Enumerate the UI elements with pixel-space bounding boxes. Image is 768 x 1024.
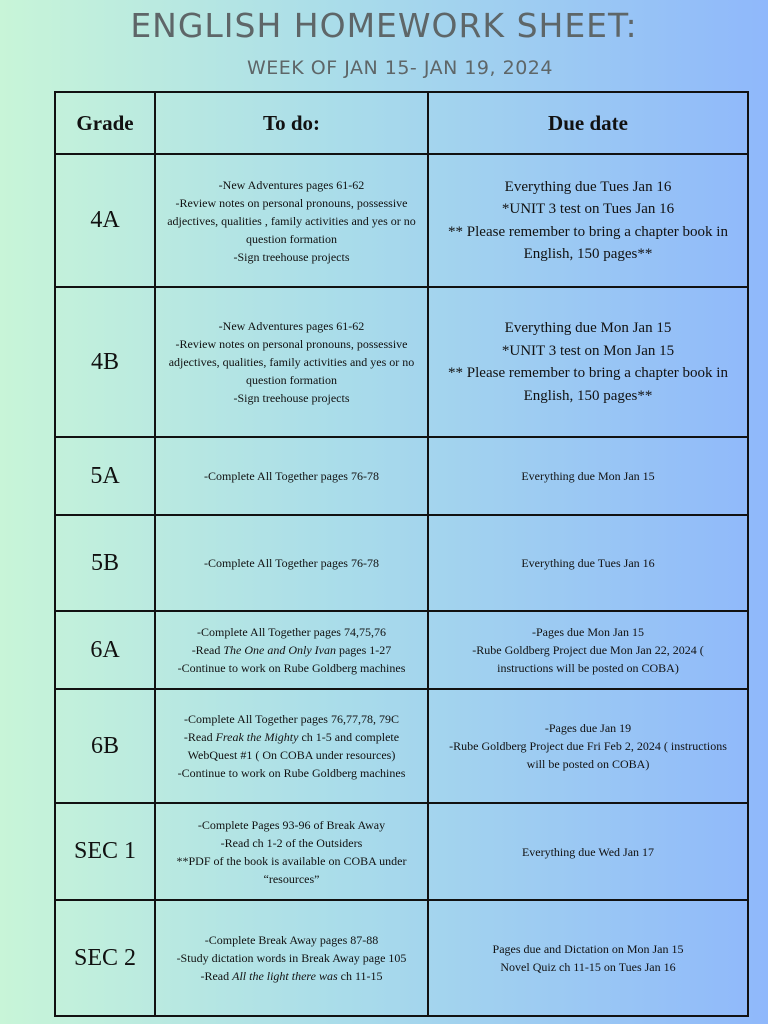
grade-cell: 5B <box>55 515 155 611</box>
cell-line: WebQuest #1 ( On COBA under resources) <box>187 748 396 762</box>
cell-line: -Review notes on personal pronouns, possessive <box>175 337 408 351</box>
grade-cell: SEC 2 <box>55 900 155 1016</box>
todo-cell <box>155 154 428 287</box>
grade-cell: 4B <box>55 287 155 437</box>
todo-cell <box>155 900 428 1016</box>
cell-line: -Rube Goldberg Project due Fri Feb 2, 2024 ( instructions <box>449 739 727 753</box>
todo-cell <box>155 515 428 611</box>
line-text: ch 11-15 <box>337 969 383 983</box>
table-row <box>55 611 748 689</box>
line-text: -Read <box>191 643 224 657</box>
todo-cell <box>155 611 428 689</box>
todo-cell <box>155 287 428 437</box>
cell-line: adjectives, qualities, family activities and yes or no <box>168 355 415 369</box>
cell-line: -Study dictation words in Break Away page 105 <box>176 951 407 965</box>
book-title: Freak the Mighty <box>215 730 299 744</box>
table-row <box>55 900 748 1016</box>
page-subtitle: WEEK OF JAN 15- JAN 19, 2024 <box>247 57 553 79</box>
header-todo: To do: <box>155 92 428 154</box>
cell-line: -Rube Goldberg Project due Mon Jan 22, 2024 ( <box>472 643 704 657</box>
cell-line: -Pages due Jan 19 <box>544 721 632 735</box>
table-row <box>55 803 748 900</box>
page-title: ENGLISH HOMEWORK SHEET: <box>130 6 638 45</box>
cell-line: -Complete All Together pages 74,75,76 <box>197 625 386 639</box>
cell-line: Everything due Mon Jan 15 <box>504 320 672 336</box>
cell-line: -Pages due Mon Jan 15 <box>532 625 644 639</box>
cell-line: -Complete All Together pages 76-78 <box>204 556 379 570</box>
line-text: -Read <box>200 969 233 983</box>
grade-cell: SEC 1 <box>55 803 155 900</box>
cell-line: -New Adventures pages 61-62 <box>218 177 365 192</box>
cell-line: adjectives, qualities , family activities and yes or no <box>167 213 416 228</box>
cell-line: -Continue to work on Rube Goldberg machines <box>177 766 406 780</box>
due-date-cell <box>428 287 748 437</box>
header-grade: Grade <box>55 92 155 154</box>
grade-cell: 6A <box>55 611 155 689</box>
cell-line: -Complete Pages 93-96 of Break Away <box>197 817 386 832</box>
table-row <box>55 437 748 515</box>
cell-line <box>166 641 417 659</box>
cell-line: ** Please remember to bring a chapter book in <box>448 223 728 240</box>
cell-line: -Complete All Together pages 76-78 <box>204 469 379 483</box>
todo-cell <box>155 437 428 515</box>
cell-line: Everything due Tues Jan 16 <box>504 178 672 195</box>
grade-cell: 5A <box>55 437 155 515</box>
line-text: -Read <box>183 730 216 744</box>
cell-line: question formation <box>246 231 337 246</box>
line-text: ch 1-5 and complete <box>298 730 400 744</box>
table-row <box>55 515 748 611</box>
table-row <box>55 154 748 287</box>
grade-cell: 4A <box>55 154 155 287</box>
due-date-cell <box>428 437 748 515</box>
cell-line: -Read ch 1-2 of the Outsiders <box>220 835 363 850</box>
book-title: All the light there was <box>232 969 338 983</box>
table-row <box>55 287 748 437</box>
line-text: pages 1-27 <box>335 643 392 657</box>
cell-line: “resources” <box>263 871 320 886</box>
due-date-cell <box>428 689 748 803</box>
cell-line <box>166 728 417 746</box>
cell-line: -Sign treehouse projects <box>233 249 350 264</box>
table-header-row <box>55 92 748 154</box>
cell-line: *UNIT 3 test on Tues Jan 16 <box>501 201 675 217</box>
cell-line: English, 150 pages** <box>523 387 653 404</box>
cell-line: -Complete Break Away pages 87-88 <box>204 933 379 947</box>
due-date-cell <box>428 154 748 287</box>
grade-cell: 6B <box>55 689 155 803</box>
todo-cell <box>155 689 428 803</box>
cell-line: ** Please remember to bring a chapter book in <box>448 365 728 381</box>
cell-line: **PDF of the book is available on COBA under <box>176 853 407 868</box>
cell-line: will be posted on COBA) <box>526 757 650 771</box>
cell-line: English, 150 pages** <box>523 246 653 262</box>
due-date-cell <box>428 803 748 900</box>
homework-table <box>54 91 749 1017</box>
cell-line: -Review notes on personal pronouns, possessive <box>175 195 408 210</box>
cell-line: instructions will be posted on COBA) <box>497 661 679 675</box>
cell-line: -Sign treehouse projects <box>233 391 350 405</box>
due-date-cell <box>428 515 748 611</box>
book-title: The One and Only Ivan <box>223 643 336 657</box>
cell-line: -Complete All Together pages 76,77,78, 79C <box>184 712 399 726</box>
cell-line: question formation <box>246 373 337 387</box>
due-date-cell <box>428 900 748 1016</box>
cell-line <box>166 967 417 985</box>
cell-line: -Continue to work on Rube Goldberg machines <box>177 661 406 675</box>
header-due-date: Due date <box>428 92 748 154</box>
cell-line: -New Adventures pages 61-62 <box>218 319 365 333</box>
cell-line: Everything due Mon Jan 15 <box>521 469 655 483</box>
todo-cell <box>155 803 428 900</box>
table-row <box>55 689 748 803</box>
cell-line: Pages due and Dictation on Mon Jan 15 <box>492 942 684 956</box>
cell-line: Everything due Wed Jan 17 <box>521 844 655 859</box>
cell-line: Novel Quiz ch 11-15 on Tues Jan 16 <box>500 960 676 974</box>
cell-line: Everything due Tues Jan 16 <box>521 556 655 570</box>
due-date-cell <box>428 611 748 689</box>
cell-line: *UNIT 3 test on Mon Jan 15 <box>501 342 675 359</box>
